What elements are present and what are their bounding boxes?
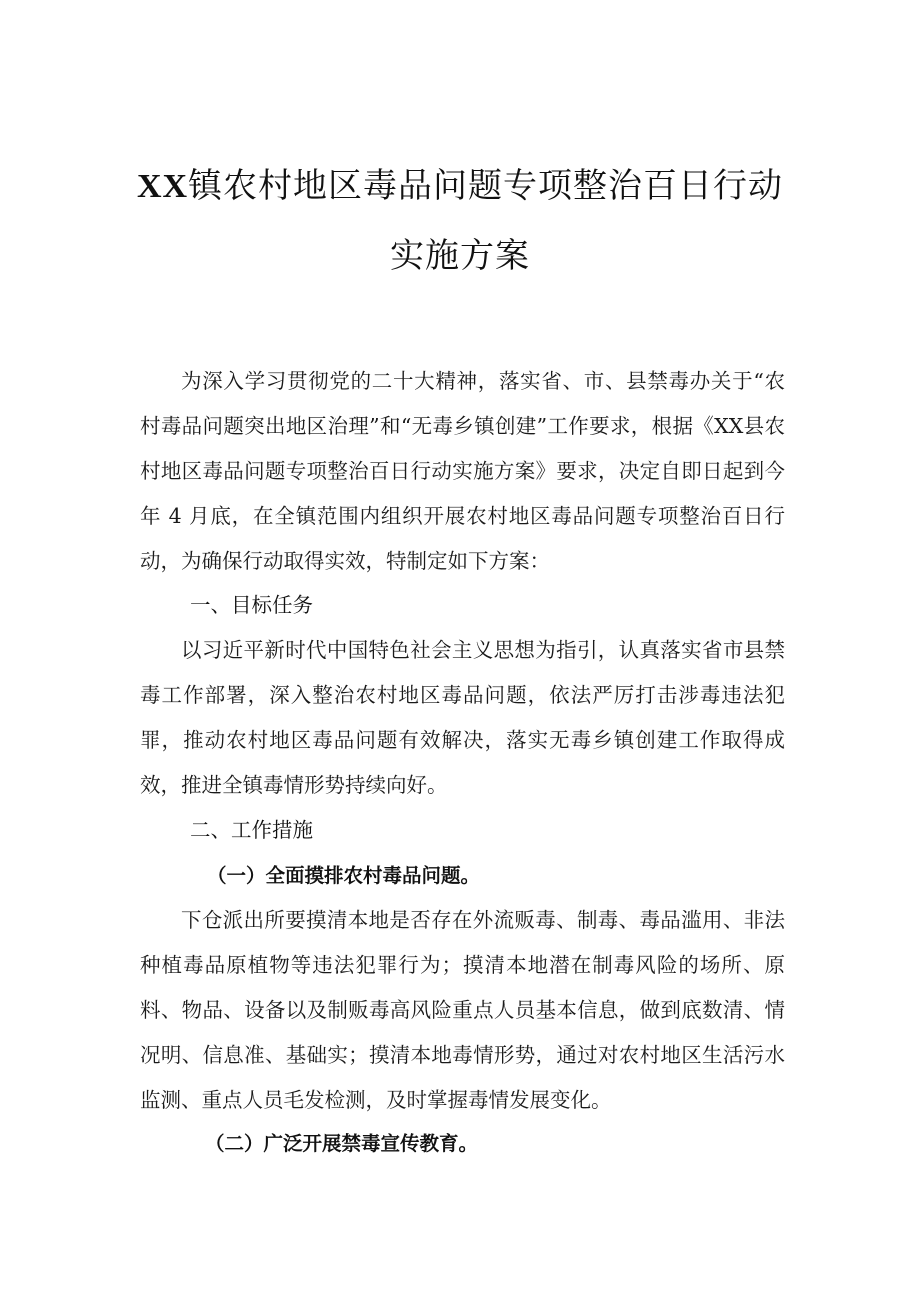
document-title-line-2: 实施方案 [390, 236, 530, 276]
intro-paragraph: 为深入学习贯彻党的二十大精神，落实省、市、县禁毒办关于“农村毒品问题突出地区治理”和“无毒乡镇创建”工作要求，根据《XX县农村地区毒品问题专项整治百日行动实施方案》要求，决定自即日起到今年 4 月底，在全镇范围内组织开展农村地区毒品问题专项整治百日行动，为确保行动取得实效，特制定如下方案： [140, 369, 785, 573]
document-title-line-1 [0, 158, 920, 207]
measure-2-heading: （二）广泛开展禁毒宣传教育。 [205, 1132, 479, 1155]
title-prefix: XX [136, 168, 189, 205]
section-heading-measures: 二、工作措施 [190, 818, 313, 842]
goals-paragraph: 以习近平新时代中国特色社会主义思想为指引，认真落实省市县禁毒工作部署，深入整治农村地区毒品问题，依法严厉打击涉毒违法犯罪，推动农村地区毒品问题有效解决，落实无毒乡镇创建工作取得成效，推进全镇毒情形势持续向好。 [140, 638, 785, 797]
title-line-1-text: 镇农村地区毒品问题专项整治百日行动 [188, 166, 784, 206]
measure-1-heading: （一）全面摸排农村毒品问题。 [207, 864, 481, 887]
measure-1-paragraph: 下仓派出所要摸清本地是否存在外流贩毒、制毒、毒品滥用、非法种植毒品原植物等违法犯罪行为；摸清本地潜在制毒风险的场所、原料、物品、设备以及制贩毒高风险重点人员基本信息，做到底数清、情况明、信息准、基础实；摸清本地毒情形势，通过对农村地区生活污水监测、重点人员毛发检测，及时掌握毒情发展变化。 [140, 908, 785, 1112]
section-heading-goals: 一、目标任务 [190, 593, 313, 617]
